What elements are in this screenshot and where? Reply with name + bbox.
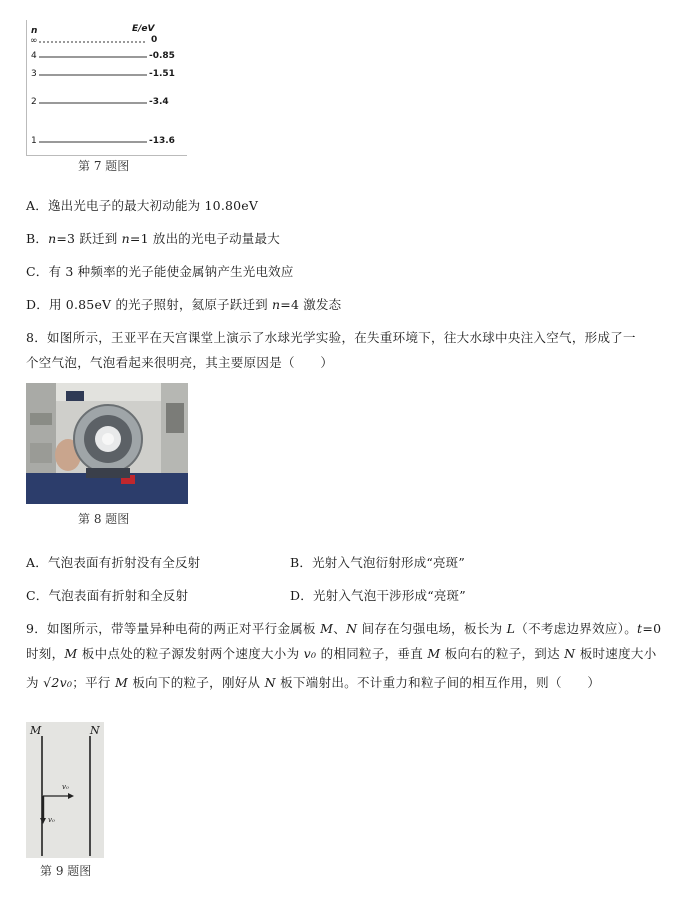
q9-text: =0 (642, 621, 662, 636)
var-l: L (506, 621, 516, 636)
q9-stem-line2 (26, 641, 674, 666)
q9-text: 的相同粒子，垂直 (316, 646, 428, 661)
option-letter: C． (26, 588, 49, 603)
var-t: t (637, 621, 643, 636)
q7-option-d (26, 295, 341, 313)
q9-text: 板向下的粒子，刚好从 (128, 675, 265, 690)
label-n: N (90, 724, 100, 737)
space-station-photo (26, 383, 188, 504)
q9-text: 板下端射出。不计重力和粒子间的相互作用，则（ ） (275, 675, 601, 690)
var-m: M (114, 675, 129, 690)
level-e-2: -3.4 (149, 97, 169, 107)
q9-text: ；平行 (72, 675, 115, 690)
option-letter: B． (290, 555, 313, 570)
q9-stem-line3 (26, 670, 674, 695)
q9-stem-line1 (26, 616, 674, 641)
q9-text: 板向右的粒子，到达 (440, 646, 565, 661)
option-letter: B． (26, 231, 49, 246)
q9-text: 为 (26, 675, 44, 690)
level-e-1: -13.6 (149, 136, 175, 146)
figure-caption-q8: 第 8 题图 (78, 512, 130, 526)
var-n: n (272, 297, 281, 312)
option-letter: A． (26, 555, 48, 570)
q8-option-d (290, 586, 466, 604)
label-m: M (30, 724, 42, 737)
var-m: M (64, 646, 78, 661)
q8-stem-line2: 个空气泡，气泡看起来很明亮，其主要原因是（ ） (26, 355, 334, 370)
option-text: =3 跃迁到 (56, 231, 122, 246)
option-text: 有 3 种频率的光子能使金属钠产生光电效应 (48, 264, 294, 279)
level-e-3: -1.51 (149, 69, 175, 79)
var-n: N (564, 646, 576, 661)
q8-option-b (290, 553, 465, 571)
q7-option-c (26, 262, 294, 280)
option-text: 逸出光电子的最大初动能为 10.80eV (47, 198, 259, 213)
level-header-e: E/eV (132, 24, 155, 34)
q7-option-a (26, 196, 258, 214)
option-letter: D． (26, 297, 49, 312)
label-v0-right: v₀ (62, 783, 69, 791)
energy-level-figure (26, 20, 187, 156)
q9-stem (26, 616, 674, 695)
var-n: N (264, 675, 276, 690)
q9-text: 板中点处的粒子源发射两个速度大小为 (77, 646, 304, 661)
q8-option-a (26, 553, 200, 571)
option-text: =1 放出的光电子动量最大 (129, 231, 280, 246)
option-letter: A． (26, 198, 48, 213)
option-text: =4 激发态 (280, 297, 342, 312)
q9-sep: 、 (333, 621, 347, 636)
option-letter: D． (290, 588, 313, 603)
level-e-4: -0.85 (149, 51, 175, 61)
var-m: M (427, 646, 441, 661)
var-n: n (121, 231, 130, 246)
option-text: 气泡表面有折射和全反射 (48, 588, 189, 603)
var-n: N (346, 621, 358, 636)
option-text: 用 0.85eV 的光子照射，氦原子跃迁到 (48, 297, 273, 312)
q9-text: 板时速度大小 (575, 646, 657, 661)
level-n-1: 1 (31, 136, 37, 146)
arrow-head-right (68, 793, 74, 799)
arrow-head-down (40, 818, 46, 824)
figure-caption-q7: 第 7 题图 (78, 159, 130, 173)
level-n-inf: ∞ (30, 36, 38, 46)
var-n: n (48, 231, 57, 246)
q7-option-b (26, 229, 280, 247)
q8-option-c (26, 586, 188, 604)
var-sqrt2v0: √2v₀ (43, 675, 73, 690)
option-letter: C． (26, 264, 49, 279)
level-n-2: 2 (31, 97, 37, 107)
label-v0-down: v₀ (48, 816, 55, 824)
var-v0: v₀ (303, 646, 317, 661)
q9-text: 9．如图所示，带等量异种电荷的两正对平行金属板 (26, 621, 321, 636)
level-n-4: 4 (31, 51, 37, 61)
q8-stem (26, 325, 666, 375)
option-text: 光射入气泡干涉形成“亮斑” (312, 588, 466, 603)
q8-photo (26, 383, 188, 504)
level-e-inf: 0 (151, 35, 158, 45)
q9-text: 间存在匀强电场，板长为 (357, 621, 507, 636)
energy-level-diagram (27, 20, 187, 155)
q9-figure (26, 722, 104, 858)
option-text: 气泡表面有折射没有全反射 (47, 555, 201, 570)
q9-text: （不考虑边界效应）。 (515, 621, 638, 636)
q8-stem-line1: 8．如图所示，王亚平在天宫课堂上演示了水球光学实验，在失重环境下，往大水球中央注入空气，形成了一 (26, 330, 636, 345)
q9-text: 时刻， (26, 646, 65, 661)
level-n-3: 3 (31, 69, 37, 79)
figure-caption-q9: 第 9 题图 (40, 864, 92, 878)
option-text: 光射入气泡衍射形成“亮斑” (312, 555, 465, 570)
level-header-n: n (31, 26, 38, 36)
var-m: M (320, 621, 334, 636)
